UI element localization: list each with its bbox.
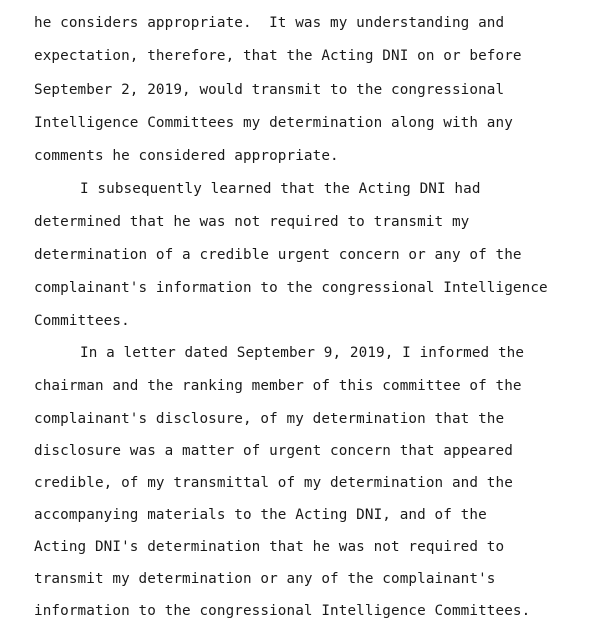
text-line: accompanying materials to the Acting DNI, and of the [34,507,487,523]
text-line: chairman and the ranking member of this committee of the [34,378,522,394]
text-line: determined that he was not required to transmit my [34,214,470,230]
text-line: expectation, therefore, that the Acting DNI on or before [34,48,522,64]
text-line: Intelligence Committees my determination along with any [34,115,513,131]
text-line: comments he considered appropriate. [34,148,339,164]
text-line: Committees. [34,313,130,329]
text-line: determination of a credible urgent concern or any of the [34,247,522,263]
text-line: transmit my determination or any of the complainant's [34,571,496,587]
text-line: Acting DNI's determination that he was not required to [34,539,505,555]
text-line: September 2, 2019, would transmit to the congressional [34,82,505,98]
text-line: complainant's disclosure, of my determination that the [34,411,505,427]
text-line: I subsequently learned that the Acting DNI had [80,181,481,197]
text-line: credible, of my transmittal of my determination and the [34,475,513,491]
text-line: information to the congressional Intelligence Committees. [34,603,531,619]
text-line: In a letter dated September 9, 2019, I informed the [80,345,525,361]
text-line: he considers appropriate. It was my understanding and [34,15,505,31]
text-line: complainant's information to the congressional Intelligence [34,280,548,296]
text-line: disclosure was a matter of urgent concern that appeared [34,443,513,459]
